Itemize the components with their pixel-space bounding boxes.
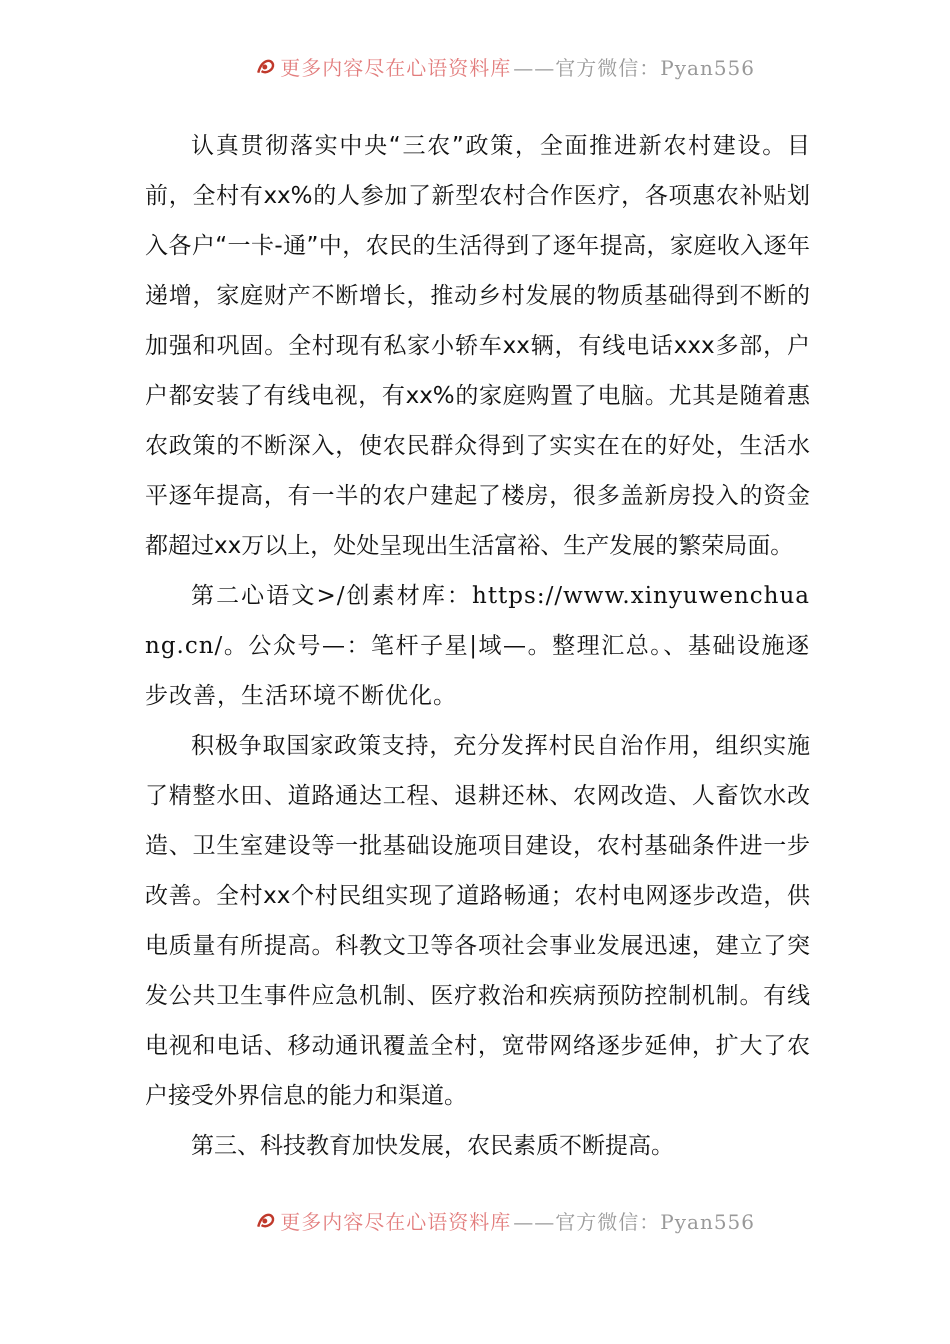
header-watermark <box>255 56 755 82</box>
footer-watermark-tail: ——官方微信：Pyan556 <box>513 1210 755 1234</box>
paragraph-2: 第二心语文>/创素材库：https://www.xinyuwenchuang.cn/。公众号—：笔杆子星|域—。整理汇总。、基础设施逐步改善，生活环境不断优化。 <box>145 583 810 709</box>
document-body <box>145 121 810 1171</box>
paragraph-1: 认真贯彻落实中央“三农”政策，全面推进新农村建设。目前，全村有xx%的人参加了新型农村合作医疗，各项惠农补贴划入各户“一卡-通”中，农民的生活得到了逐年提高，家庭收入逐年递增，家庭财产不断增长，推动乡村发展的物质基础得到不断的加强和巩固。全村现有私家小轿车xx辆，有线电话xxx多部，户户都安装了有线电视，有xx%的家庭购置了电脑。尤其是随着惠农政策的不断深入，使农民群众得到了实实在在的好处，生活水平逐年提高，有一半的农户建起了楼房，很多盖新房投入的资金都超过xx万以上，处处呈现出生活富裕、生产发展的繁荣局面。 <box>145 133 810 559</box>
header-watermark-tail: ——官方微信：Pyan556 <box>513 56 755 80</box>
paragraph-3: 积极争取国家政策支持，充分发挥村民自治作用，组织实施了精整水田、道路通达工程、退耕还林、农网改造、人畜饮水改造、卫生室建设等一批基础设施项目建设，农村基础条件进一步改善。全村xx个村民组实现了道路畅通；农村电网逐步改造，供电质量有所提高。科教文卫等各项社会事业发展迅速，建立了突发公共卫生事件应急机制、医疗救治和疾病预防控制机制。有线电视和电话、移动通讯覆盖全村，宽带网络逐步延伸，扩大了农户接受外界信息的能力和渠道。 <box>145 733 810 1109</box>
logo-icon <box>255 56 276 80</box>
footer-watermark <box>255 1210 755 1236</box>
paragraph-4: 第三、科技教育加快发展，农民素质不断提高。 <box>191 1133 674 1159</box>
logo-icon <box>255 1210 276 1234</box>
header-watermark-text: 更多内容尽在心语资料库 <box>280 56 512 80</box>
footer-watermark-text: 更多内容尽在心语资料库 <box>280 1210 512 1234</box>
